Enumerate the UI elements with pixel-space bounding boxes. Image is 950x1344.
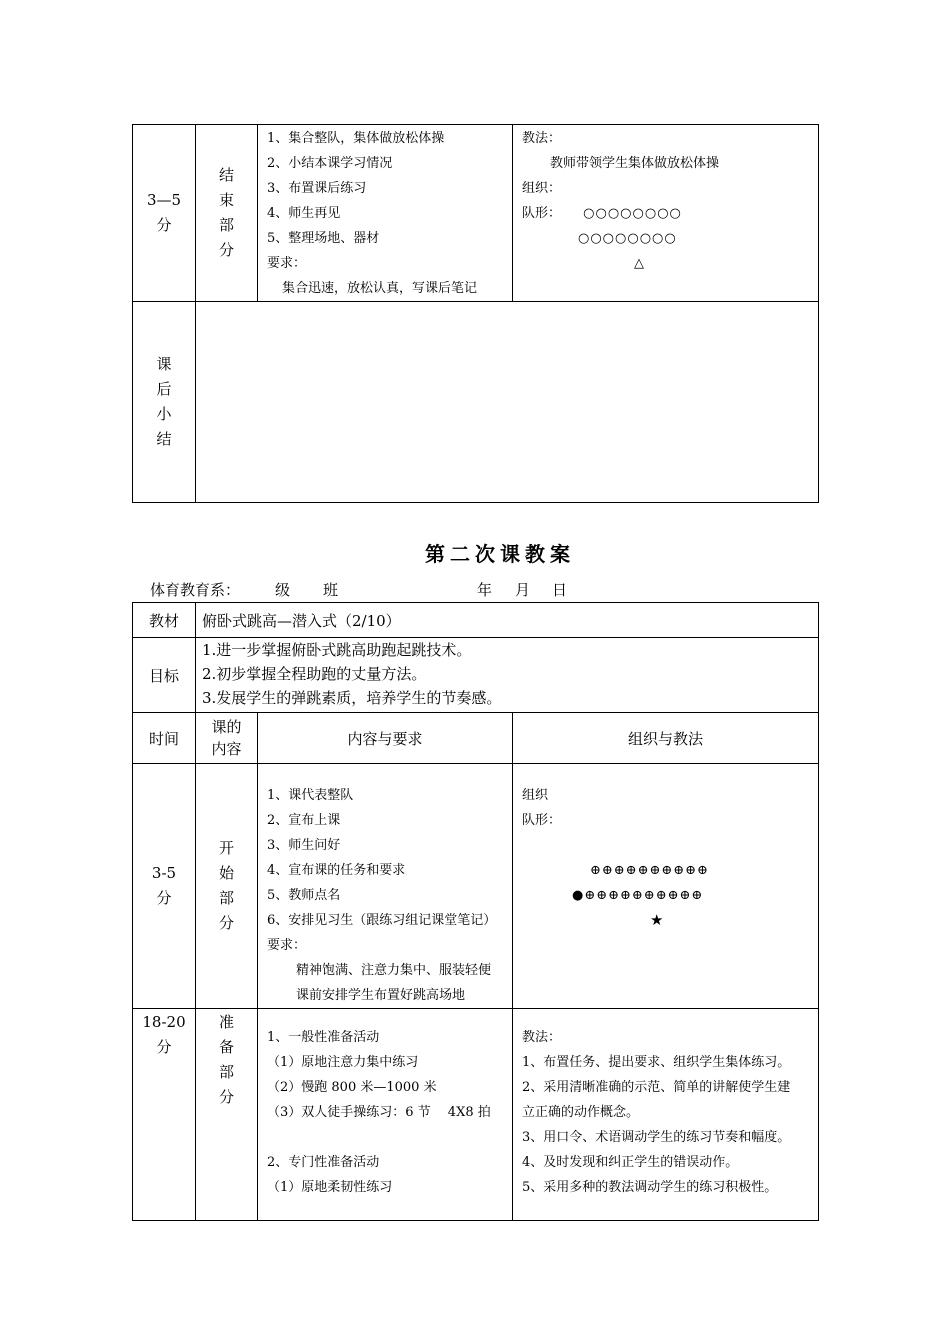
section-char: 部 xyxy=(218,889,234,907)
goal-row xyxy=(133,638,819,713)
summary-char: 后 xyxy=(156,380,172,398)
lesson2-title: 第二次课教案 xyxy=(425,542,575,566)
formation-row: ⊕⊕⊕⊕⊕⊕⊕⊕⊕⊕ xyxy=(590,863,709,878)
content-line: 要求： xyxy=(267,938,307,953)
time-line: 3—5 xyxy=(146,191,182,209)
circle-row: ○○○○○○○○ xyxy=(578,231,677,246)
time-line: 分 xyxy=(156,1038,172,1056)
content-line: 集合迅速，放松认真，写课后笔记 xyxy=(282,281,478,296)
dept-label: 体育教育系： xyxy=(150,581,241,599)
lesson2-table xyxy=(132,602,819,1221)
content-line: （1）原地注意力集中练习 xyxy=(267,1055,419,1070)
time-line: 3-5 xyxy=(151,864,177,882)
time-line: 分 xyxy=(156,216,172,234)
content-line: 2、专门性准备活动 xyxy=(267,1155,380,1170)
org-header: 组织与教法 xyxy=(513,713,819,764)
formation-row xyxy=(522,201,818,226)
content-header: 内容与要求 xyxy=(258,713,513,764)
summary-label xyxy=(133,302,196,503)
class-label: 班 xyxy=(323,581,339,599)
material-row xyxy=(133,603,819,638)
section-char: 始 xyxy=(218,864,234,882)
content-line: 课前安排学生布置好跳高场地 xyxy=(296,988,466,1003)
section-header-line: 内容 xyxy=(211,740,242,758)
section-char: 分 xyxy=(218,1088,234,1106)
lesson2-subheader xyxy=(0,579,950,603)
content-line: 3、师生问好 xyxy=(267,838,341,853)
content-line: 5、整理场地、器材 xyxy=(267,231,380,246)
content-line: 要求： xyxy=(267,256,307,271)
org-line: 队形： xyxy=(522,206,562,221)
summary-char: 课 xyxy=(156,355,172,373)
teacher-triangle: △ xyxy=(634,256,644,271)
org-line: 组织 xyxy=(522,788,549,803)
goal-item: 1.进一步掌握俯卧式跳高助跑起跳技术。 xyxy=(202,641,472,659)
prep-org xyxy=(513,1009,819,1221)
content-line: （2）慢跑 800 米—1000 米 xyxy=(267,1080,437,1095)
section-header-line: 课的 xyxy=(211,718,242,736)
org-line: 教师带领学生集体做放松体操 xyxy=(550,156,720,171)
section-char: 分 xyxy=(218,241,234,259)
content-line: 1、课代表整队 xyxy=(267,788,354,803)
content-line: 4、师生再见 xyxy=(267,206,341,221)
circle-row: ○○○○○○○○ xyxy=(583,206,682,221)
time-line: 分 xyxy=(156,889,172,907)
start-section xyxy=(196,764,258,1009)
org-line: 教法： xyxy=(522,131,562,146)
section-header xyxy=(196,713,258,764)
content-line xyxy=(267,1125,512,1150)
org-line: 5、采用多种的教法调动学生的练习积极性。 xyxy=(522,1180,778,1195)
section-char: 备 xyxy=(218,1038,234,1056)
material-label: 教材 xyxy=(133,603,196,638)
prep-time xyxy=(133,1009,196,1221)
summary-content xyxy=(196,302,819,503)
material-value: 俯卧式跳高—潜入式（2/10） xyxy=(196,603,819,638)
content-line: 3、布置课后练习 xyxy=(267,181,367,196)
year-label: 年 xyxy=(477,581,493,599)
org-line: 组织： xyxy=(522,181,562,196)
org-line: 2、采用清晰准确的示范、简单的讲解使学生建 xyxy=(522,1080,791,1095)
section-char: 准 xyxy=(218,1013,234,1031)
section-char: 束 xyxy=(218,191,234,209)
summary-row xyxy=(133,302,819,503)
section-char: 部 xyxy=(218,216,234,234)
ending-section xyxy=(196,125,258,302)
org-line: 教法： xyxy=(522,1030,562,1045)
section-char: 部 xyxy=(218,1063,234,1081)
start-org xyxy=(513,764,819,1009)
content-line: 6、安排见习生（跟练习组记课堂笔记） xyxy=(267,913,497,928)
grade-label: 级 xyxy=(275,581,291,599)
content-line: 5、教师点名 xyxy=(267,888,341,903)
summary-char: 结 xyxy=(156,430,172,448)
content-line: 精神饱满、注意力集中、服装轻便 xyxy=(296,963,492,978)
month-label: 月 xyxy=(515,581,531,599)
org-line: 立正确的动作概念。 xyxy=(522,1105,640,1120)
teacher-star: ★ xyxy=(650,911,664,929)
goal-item: 2.初步掌握全程助跑的丈量方法。 xyxy=(202,665,427,683)
time-line: 18-20 xyxy=(142,1013,186,1031)
ending-org xyxy=(513,125,819,302)
prep-row xyxy=(133,1009,819,1221)
section-char: 开 xyxy=(218,839,234,857)
content-line: 1、集合整队，集体做放松体操 xyxy=(267,131,445,146)
content-line: 2、小结本课学习情况 xyxy=(267,156,393,171)
header-row xyxy=(133,713,819,764)
content-line: 1、一般性准备活动 xyxy=(267,1030,380,1045)
prep-section xyxy=(196,1009,258,1221)
content-line: （1）原地柔韧性练习 xyxy=(267,1180,393,1195)
time-header: 时间 xyxy=(133,713,196,764)
org-line: 3、用口令、术语调动学生的练习节奏和幅度。 xyxy=(522,1130,791,1145)
goal-label: 目标 xyxy=(133,638,196,713)
org-line: 4、及时发现和纠正学生的错误动作。 xyxy=(522,1155,739,1170)
content-line: 4、宣布课的任务和要求 xyxy=(267,863,406,878)
ending-row xyxy=(133,125,819,302)
section-char: 分 xyxy=(218,914,234,932)
start-content xyxy=(258,764,513,1009)
content-line: 2、宣布上课 xyxy=(267,813,341,828)
summary-char: 小 xyxy=(156,405,172,423)
start-row xyxy=(133,764,819,1009)
ending-content xyxy=(258,125,513,302)
start-time xyxy=(133,764,196,1009)
ending-time xyxy=(133,125,196,302)
prep-content xyxy=(258,1009,513,1221)
org-line: 1、布置任务、提出要求、组织学生集体练习。 xyxy=(522,1055,791,1070)
content-line: （3）双人徒手操练习：6 节 4X8 拍 xyxy=(267,1105,491,1120)
day-label: 日 xyxy=(552,581,568,599)
section-char: 结 xyxy=(218,166,234,184)
goal-list xyxy=(196,638,819,713)
formation-row: ●⊕⊕⊕⊕⊕⊕⊕⊕⊕⊕ xyxy=(572,888,704,903)
top-lesson-table xyxy=(132,124,819,503)
goal-item: 3.发展学生的弹跳素质，培养学生的节奏感。 xyxy=(202,689,502,707)
org-line: 队形： xyxy=(522,813,562,828)
